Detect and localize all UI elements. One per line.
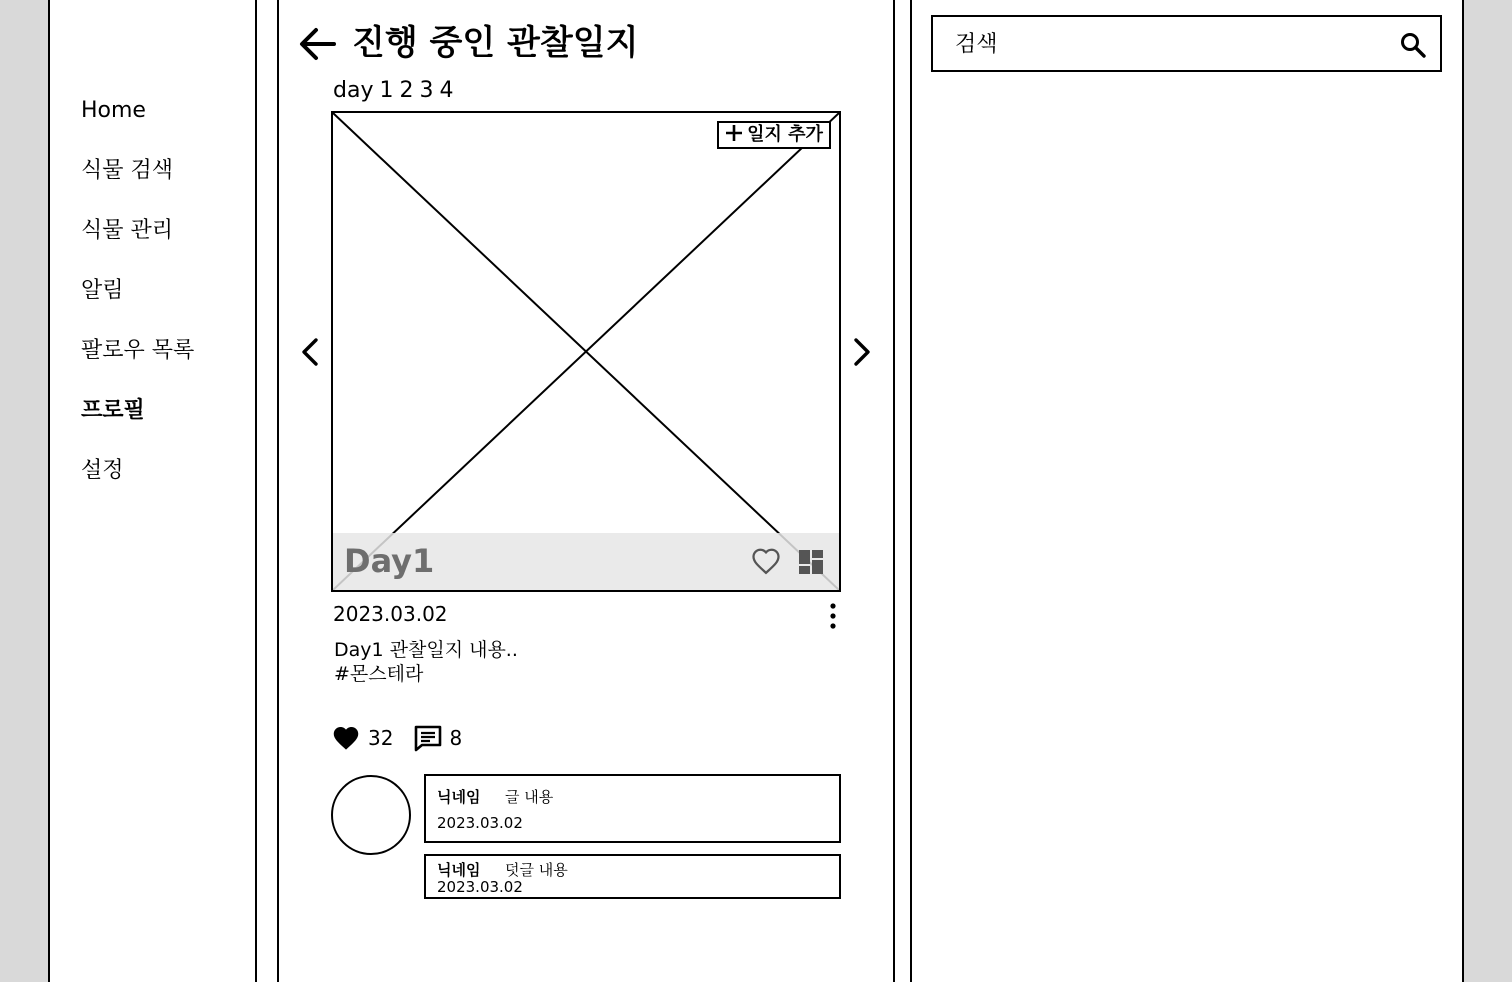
divider-sidebar [255,0,257,982]
day-tabs-prefix: day [333,78,374,103]
post-body-text: Day1 관찰일지 내용.. [334,639,518,661]
more-vertical-icon[interactable] [824,601,842,631]
comment-icon[interactable] [413,724,443,752]
search-input[interactable] [955,27,1375,61]
photo-caption-day: Day1 [344,542,435,580]
reply-nickname[interactable]: 닉네임 [437,861,481,879]
day-tabs [333,77,459,105]
observation-photo [331,111,841,592]
sidebar-item-home[interactable]: Home [81,98,146,123]
sidebar-item-plant-manage[interactable]: 식물 관리 [81,218,174,243]
search-bar [931,15,1442,72]
sidebar-item-follow-list[interactable]: 팔로우 목록 [81,338,195,363]
day-tab-2[interactable]: 2 [399,78,414,103]
divider-search-left [910,0,912,982]
chevron-left-icon[interactable] [298,336,324,368]
plus-icon [725,124,743,142]
post-date: 2023.03.02 [333,602,448,626]
day-tab-3[interactable]: 3 [419,78,434,103]
back-arrow-icon[interactable] [298,26,336,62]
day-tab-4[interactable]: 4 [439,78,454,103]
post-hashtag[interactable]: #몬스테라 [334,663,424,685]
comment-date: 2023.03.02 [437,814,523,832]
divider-main-left [277,0,279,982]
sidebar-item-settings[interactable]: 설정 [81,458,124,483]
add-log-button[interactable] [717,121,831,149]
avatar[interactable] [331,775,411,855]
divider-main-right [893,0,895,982]
chevron-right-icon[interactable] [848,336,874,368]
add-log-label: 일지 추가 [747,124,823,145]
image-placeholder-icon [333,113,839,590]
comment-nickname[interactable]: 닉네임 [437,788,481,806]
post-content [334,638,518,686]
heart-filled-icon[interactable] [332,725,360,751]
sidebar-nav [81,96,194,516]
page-title: 진행 중인 관찰일지 [352,23,639,63]
likes-count: 32 [368,726,394,750]
post-stats [332,723,462,753]
comment-text: 글 내용 [505,788,554,806]
reply-item[interactable] [424,854,841,899]
search-icon[interactable] [1400,32,1426,58]
heart-outline-icon[interactable] [751,547,781,575]
sidebar-item-profile[interactable]: 프로필 [81,398,145,423]
reply-date: 2023.03.02 [437,878,523,896]
photo-caption-bar [333,533,839,590]
day-tab-1[interactable]: 1 [379,78,394,103]
sidebar-item-plant-search[interactable]: 식물 검색 [81,158,174,183]
comment-item[interactable] [424,774,841,843]
grid-icon[interactable] [797,548,825,576]
sidebar-item-notifications[interactable]: 알림 [81,278,124,303]
comments-count: 8 [449,726,463,750]
reply-text: 덧글 내용 [505,861,568,879]
